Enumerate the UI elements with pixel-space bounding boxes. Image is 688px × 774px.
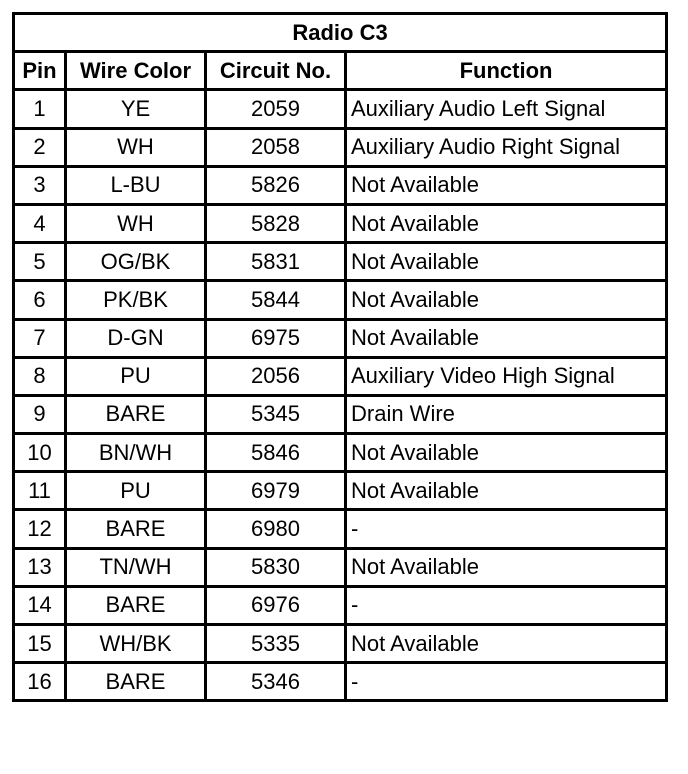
circuit-no-cell: 6976 — [206, 586, 346, 624]
wire-color-cell: PU — [66, 472, 206, 510]
table-row — [14, 128, 667, 166]
header-pin: Pin — [14, 52, 66, 90]
wire-color-cell: D-GN — [66, 319, 206, 357]
wire-color-cell: BARE — [66, 663, 206, 701]
table-row — [14, 625, 667, 663]
circuit-no-cell: 2059 — [206, 90, 346, 128]
wire-color-cell: YE — [66, 90, 206, 128]
circuit-no-cell: 2056 — [206, 357, 346, 395]
pin-cell: 12 — [14, 510, 66, 548]
table-row — [14, 548, 667, 586]
header-circuit-no: Circuit No. — [206, 52, 346, 90]
function-cell: Not Available — [346, 204, 667, 242]
table-row — [14, 586, 667, 624]
function-cell: Drain Wire — [346, 395, 667, 433]
table-row — [14, 319, 667, 357]
header-function: Function — [346, 52, 667, 90]
pin-cell: 15 — [14, 625, 66, 663]
table-row — [14, 281, 667, 319]
table-row — [14, 204, 667, 242]
wire-color-cell: BN/WH — [66, 434, 206, 472]
wire-color-cell: BARE — [66, 510, 206, 548]
wire-color-cell: BARE — [66, 586, 206, 624]
pin-cell: 8 — [14, 357, 66, 395]
wire-color-cell: WH — [66, 128, 206, 166]
wire-color-cell: OG/BK — [66, 243, 206, 281]
pin-cell: 5 — [14, 243, 66, 281]
function-cell: - — [346, 586, 667, 624]
table-row — [14, 166, 667, 204]
circuit-no-cell: 5335 — [206, 625, 346, 663]
wire-color-cell: TN/WH — [66, 548, 206, 586]
pin-cell: 13 — [14, 548, 66, 586]
circuit-no-cell: 5346 — [206, 663, 346, 701]
function-cell: Auxiliary Video High Signal — [346, 357, 667, 395]
pin-cell: 2 — [14, 128, 66, 166]
header-row — [14, 52, 667, 90]
pin-cell: 3 — [14, 166, 66, 204]
pin-cell: 11 — [14, 472, 66, 510]
pin-cell: 1 — [14, 90, 66, 128]
function-cell: Not Available — [346, 319, 667, 357]
function-cell: Not Available — [346, 281, 667, 319]
connector-pinout-table — [12, 12, 668, 702]
function-cell: Not Available — [346, 625, 667, 663]
wire-color-cell: WH/BK — [66, 625, 206, 663]
wire-color-cell: PK/BK — [66, 281, 206, 319]
circuit-no-cell: 5831 — [206, 243, 346, 281]
function-cell: Not Available — [346, 434, 667, 472]
circuit-no-cell: 5846 — [206, 434, 346, 472]
circuit-no-cell: 5844 — [206, 281, 346, 319]
circuit-no-cell: 5826 — [206, 166, 346, 204]
function-cell: - — [346, 510, 667, 548]
pin-cell: 10 — [14, 434, 66, 472]
table-row — [14, 243, 667, 281]
table-row — [14, 395, 667, 433]
function-cell: Not Available — [346, 472, 667, 510]
function-cell: Not Available — [346, 243, 667, 281]
circuit-no-cell: 2058 — [206, 128, 346, 166]
function-cell: Not Available — [346, 166, 667, 204]
table-body — [14, 90, 667, 701]
pin-cell: 9 — [14, 395, 66, 433]
table-row — [14, 510, 667, 548]
wire-color-cell: L-BU — [66, 166, 206, 204]
pin-cell: 7 — [14, 319, 66, 357]
pin-cell: 4 — [14, 204, 66, 242]
wire-color-cell: WH — [66, 204, 206, 242]
function-cell: Auxiliary Audio Left Signal — [346, 90, 667, 128]
pin-cell: 16 — [14, 663, 66, 701]
title-row — [14, 14, 667, 52]
table-row — [14, 663, 667, 701]
circuit-no-cell: 5828 — [206, 204, 346, 242]
table-row — [14, 90, 667, 128]
circuit-no-cell: 6980 — [206, 510, 346, 548]
circuit-no-cell: 5345 — [206, 395, 346, 433]
circuit-no-cell: 5830 — [206, 548, 346, 586]
wire-color-cell: BARE — [66, 395, 206, 433]
circuit-no-cell: 6975 — [206, 319, 346, 357]
function-cell: Auxiliary Audio Right Signal — [346, 128, 667, 166]
table-row — [14, 434, 667, 472]
wire-color-cell: PU — [66, 357, 206, 395]
table-title: Radio C3 — [14, 14, 667, 52]
circuit-no-cell: 6979 — [206, 472, 346, 510]
header-wire-color: Wire Color — [66, 52, 206, 90]
table-row — [14, 357, 667, 395]
function-cell: - — [346, 663, 667, 701]
pin-cell: 6 — [14, 281, 66, 319]
function-cell: Not Available — [346, 548, 667, 586]
pin-cell: 14 — [14, 586, 66, 624]
table-row — [14, 472, 667, 510]
